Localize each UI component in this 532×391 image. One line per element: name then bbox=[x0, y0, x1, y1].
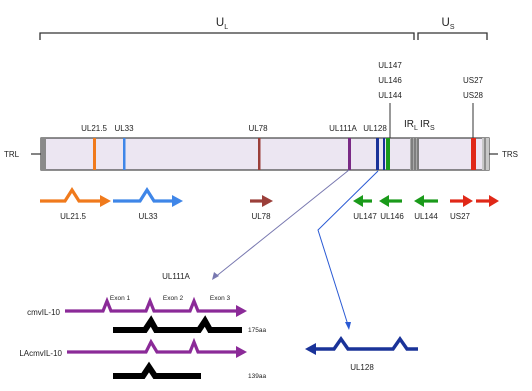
ul146-147-mark bbox=[386, 138, 390, 170]
ul-region-label: U bbox=[215, 17, 225, 29]
irs-label: $IR_S$ bbox=[420, 119, 435, 132]
ul-region-bracket bbox=[40, 17, 414, 40]
irl-label: $IR_L$ bbox=[404, 119, 418, 132]
ul130-mark bbox=[383, 138, 385, 170]
ul146-gene-arrow bbox=[379, 195, 402, 207]
ul21-5-top-label: UL21.5 bbox=[81, 124, 107, 133]
ul111a-top-label: UL111A bbox=[329, 124, 357, 133]
lacmvil10-label: LAcmvIL-10 bbox=[19, 349, 62, 358]
ul144-gene-label: UL144 bbox=[414, 212, 438, 221]
lacmvil10-isoform bbox=[19, 342, 266, 380]
ul78-top-label: UL78 bbox=[248, 124, 268, 133]
genome-bar bbox=[31, 138, 498, 170]
trl-label: TRL bbox=[4, 150, 20, 159]
stacked-us28-label: US28 bbox=[462, 91, 484, 100]
ul144-gene-arrow bbox=[414, 195, 438, 207]
ul78-gene-arrow bbox=[250, 195, 273, 207]
ul147-gene-arrow bbox=[353, 195, 372, 207]
cmvil10-label: cmvIL-10 bbox=[27, 308, 60, 317]
stacked-us27-label: US27 bbox=[462, 76, 484, 85]
ul78-mark bbox=[258, 138, 261, 170]
ul146-gene-label: UL146 bbox=[380, 212, 404, 221]
lacmvil10-aa-label: 139aa bbox=[248, 373, 267, 380]
ul21-5-gene-label: UL21.5 bbox=[60, 212, 86, 221]
svg-text:US: $U_S$ bbox=[441, 17, 455, 31]
isoforms-title: UL111A bbox=[162, 272, 190, 281]
stacked-ul144-label: UL144 bbox=[378, 91, 402, 100]
ul128-detail-label: UL128 bbox=[350, 363, 374, 372]
us-region-label: U bbox=[441, 17, 450, 29]
us27-gene-label: US27 bbox=[449, 212, 471, 221]
ul33-gene-label: UL33 bbox=[138, 212, 158, 221]
ul21-5-mark bbox=[93, 138, 96, 170]
us-region-bracket bbox=[418, 17, 487, 40]
us27-28-mark bbox=[471, 138, 476, 170]
ul128-pointer bbox=[318, 171, 378, 330]
cmvil10-aa-label: 175aa bbox=[248, 327, 267, 334]
ul147-gene-label: UL147 bbox=[353, 212, 377, 221]
ul128-mark bbox=[376, 138, 379, 170]
ul128-top-label: UL128 bbox=[363, 124, 387, 133]
ul33-mark bbox=[123, 138, 126, 170]
us28-gene-arrow bbox=[476, 195, 499, 207]
ul21-5-gene-arrow bbox=[40, 190, 111, 207]
ul33-gene-arrow bbox=[113, 190, 183, 207]
stacked-ul147-label: UL147 bbox=[378, 61, 402, 70]
ul78-gene-label: UL78 bbox=[251, 212, 271, 221]
ul111a-mark bbox=[348, 138, 351, 170]
exon1-label: Exon 1 bbox=[109, 295, 131, 302]
ul33-top-label: UL33 bbox=[114, 124, 134, 133]
svg-text:UL: $U_L$ bbox=[215, 17, 229, 31]
ul128-detail-arrow bbox=[305, 339, 418, 372]
stacked-ul146-label: UL146 bbox=[378, 76, 402, 85]
trs-label: TRS bbox=[502, 150, 518, 159]
exon3-label: Exon 3 bbox=[209, 295, 231, 302]
us27-gene-arrow bbox=[450, 195, 473, 207]
exon2-label: Exon 2 bbox=[162, 295, 184, 302]
cmvil10-isoform bbox=[27, 295, 266, 334]
